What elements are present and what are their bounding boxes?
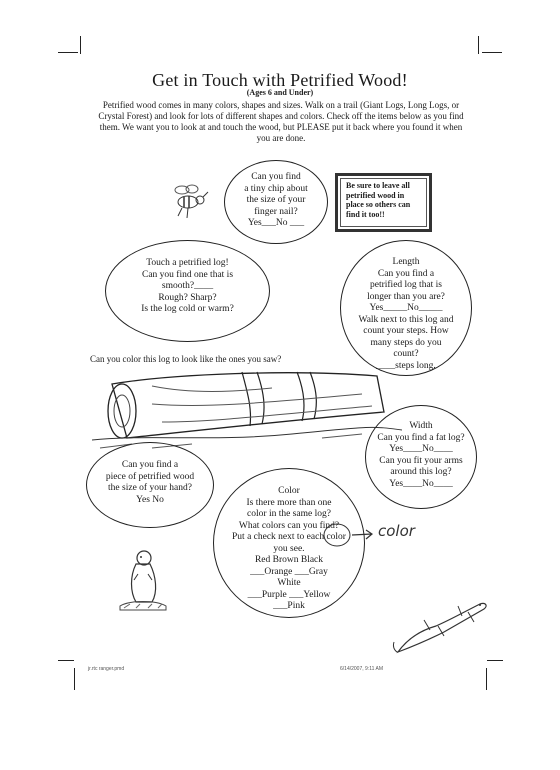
bubble-line: petrified log that is [369, 280, 443, 290]
bee-illustration [160, 178, 215, 223]
hand-size-bubble [86, 442, 214, 528]
page-subtitle: (Ages 6 and Under) [246, 88, 314, 97]
crop-mark [486, 668, 487, 690]
bubble-line: count your steps. How [363, 326, 449, 336]
bubble-line: around this log? [390, 467, 452, 477]
bubble-line: Is the log cold or warm? [141, 304, 234, 314]
notice-text: Be sure to leave all petrified wood in place so others can find it too!! [346, 181, 411, 219]
bubble-line: Can you find [251, 172, 301, 182]
bubble-line: Put a check next to each color [232, 532, 346, 542]
footer-timestamp: 6/14/2007, 9:11 AM [340, 666, 383, 672]
bubble-heading: Length [392, 257, 420, 267]
bubble-line: Can you find a fat log? [377, 432, 465, 443]
bubble-line: White [277, 578, 301, 588]
bubble-line: a tiny chip about [244, 183, 308, 194]
bubble-line: the size of your hand? [108, 483, 192, 493]
touch-log-bubble [105, 240, 270, 342]
crop-mark [478, 36, 479, 54]
handwritten-color-note: color [378, 522, 415, 540]
bubble-line: color in the same log? [247, 509, 331, 519]
lizard-illustration [392, 594, 492, 656]
bubble-line: ___Purple ___Yellow [247, 589, 331, 600]
crop-mark [80, 36, 81, 54]
bubble-line: ___Pink [273, 601, 305, 611]
width-bubble [365, 405, 477, 509]
bubble-line: Yes____No____ [389, 444, 453, 454]
crop-mark [487, 660, 503, 661]
crop-mark [74, 668, 75, 690]
footer-filename: jr.rtc ranger.pmd [88, 666, 125, 672]
bubble-line: Yes____No____ [389, 478, 453, 489]
bubble-line: Red Brown Black [254, 555, 324, 565]
bubble-line: you see. [273, 543, 305, 554]
bubble-heading: Color [278, 486, 300, 496]
bubble-line: Yes_____No_____ [369, 303, 443, 313]
prairie-dog-illustration [118, 548, 168, 612]
bubble-line: Is there more than one [246, 497, 332, 508]
bubble-line: longer than you are? [367, 291, 445, 302]
bubble-line: Yes___No ___ [247, 218, 305, 228]
bubble-line: Walk next to this log and [358, 314, 454, 325]
handwritten-arrow-annotation [322, 520, 380, 550]
bubble-line: Can you find a [121, 460, 179, 470]
bubble-line: many steps do you [370, 337, 442, 348]
leave-wood-notice [335, 173, 432, 232]
petrified-log-illustration [92, 364, 402, 454]
bubble-line: the size of your [246, 195, 306, 205]
bubble-line: Can you find one that is [141, 269, 234, 280]
bubble-line: Yes No [136, 494, 164, 505]
bubble-line: Rough? Sharp? [158, 292, 217, 303]
bubble-line: Can you fit your arms [379, 455, 463, 466]
length-bubble [340, 240, 472, 376]
intro-paragraph: Petrified wood comes in many colors, shapes and sizes. Walk on a trail (Giant Logs, Long Logs, or Crystal Forest) and look for lots of different shapes and colors. Check off the items below as you find them. We want you to look at and touch the wood, but PLEASE put it back where you found it when you are done. [98, 100, 464, 143]
tiny-chip-bubble [224, 160, 328, 244]
bubble-line: smooth?____ [161, 281, 214, 291]
coloring-prompt: Can you color this log to look like the ones you saw? [90, 354, 282, 364]
bubble-line: Touch a petrified log! [146, 258, 229, 268]
crop-mark [58, 660, 74, 661]
crop-mark [482, 52, 502, 53]
crop-mark [58, 52, 78, 53]
bubble-line: piece of petrified wood [105, 471, 195, 482]
bubble-line: ___Orange ___Gray [250, 566, 328, 577]
bubble-heading: Width [409, 421, 433, 431]
page-title: Get in Touch with Petrified Wood! [152, 70, 408, 90]
bubble-line: finger nail? [254, 206, 298, 217]
bubble-line: ____steps long. [376, 360, 436, 371]
bubble-line: count? [393, 349, 419, 359]
bubble-line: What colors can you find? [238, 520, 340, 531]
bubble-line: Can you find a [377, 268, 435, 279]
